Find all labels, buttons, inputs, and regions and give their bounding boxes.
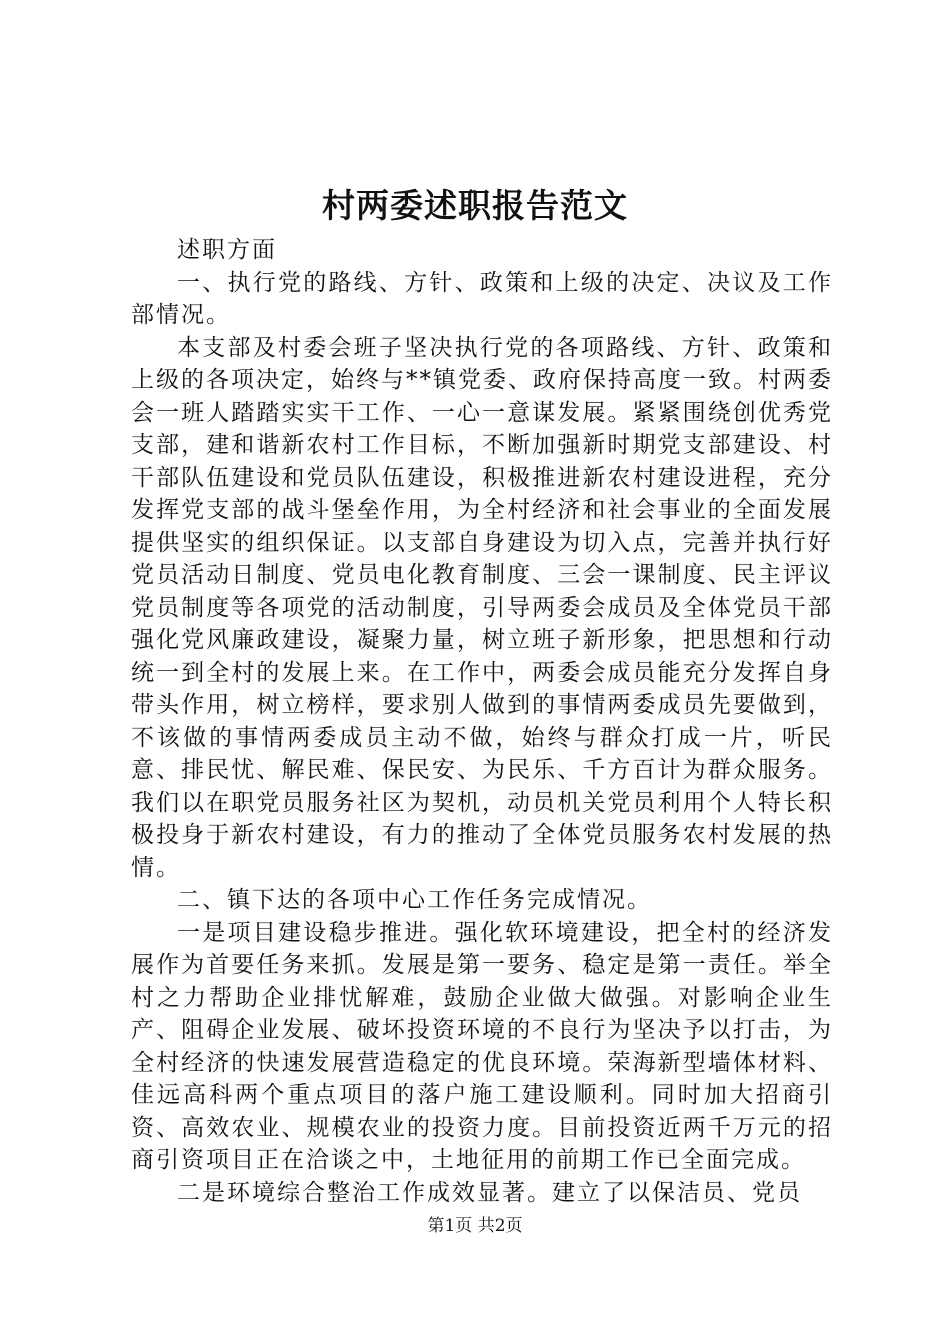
- paragraph-project-construction: 一是项目建设稳步推进。强化软环境建设，把全村的经济发展作为首要任务来抓。发展是第一要务、稳定是第一责任。举全村之力帮助企业排忧解难，鼓励企业做大做强。对影响企业生产、阻碍企业发展、破坏投资环境的不良行为坚决予以打击，为全村经济的快速发展营造稳定的优良环境。荣海新型墙体材料、佳远高科两个重点项目的落户施工建设顺利。同时加大招商引资、高效农业、规模农业的投资力度。目前投资近两千万元的招商引资项目正在洽谈之中，土地征用的前期工作已全面完成。: [131, 919, 833, 1173]
- paragraph-environment: 二是环境综合整治工作成效显著。建立了以保洁员、党员: [177, 1179, 802, 1206]
- section-heading-one: 一、执行党的路线、方针、政策和上级的决定、决议及工作部情况。: [131, 269, 833, 328]
- page-number-footer: 第1页 共2页: [427, 1216, 523, 1236]
- section-heading-two: 二、镇下达的各项中心工作任务完成情况。: [177, 887, 652, 913]
- paragraph-party-building: 本支部及村委会班子坚决执行党的各项路线、方针、政策和上级的各项决定，始终与**镇党委、政府保持高度一致。村两委会一班人踏踏实实干工作、一心一意谋发展。紧紧围绕创优秀党支部，建和谐新农村工作目标，不断加强新时期党支部建设、村干部队伍建设和党员队伍建设，积极推进新农村建设进程，充分发挥党支部的战斗堡垒作用，为全村经济和社会事业的全面发展提供坚实的组织保证。以支部自身建设为切入点，完善并执行好党员活动日制度、党员电化教育制度、三会一课制度、民主评议党员制度等各项党的活动制度，引导两委会成员及全体党员干部强化党风廉政建设，凝聚力量，树立班子新形象，把思想和行动统一到全村的发展上来。在工作中，两委会成员能充分发挥自身带头作用，树立榜样，要求别人做到的事情两委成员先要做到，不该做的事情两委成员主动不做，始终与群众打成一片，听民意、排民忧、解民难、保民安、为民乐、千方百计为群众服务。我们以在职党员服务社区为契机，动员机关党员利用个人特长积极投身于新农村建设，有力的推动了全体党员服务农村发展的热情。: [131, 334, 833, 881]
- document-title: 村两委述职报告范文: [322, 186, 628, 225]
- document-body: [131, 234, 833, 1209]
- paragraph-heading-review: 述职方面: [177, 237, 277, 263]
